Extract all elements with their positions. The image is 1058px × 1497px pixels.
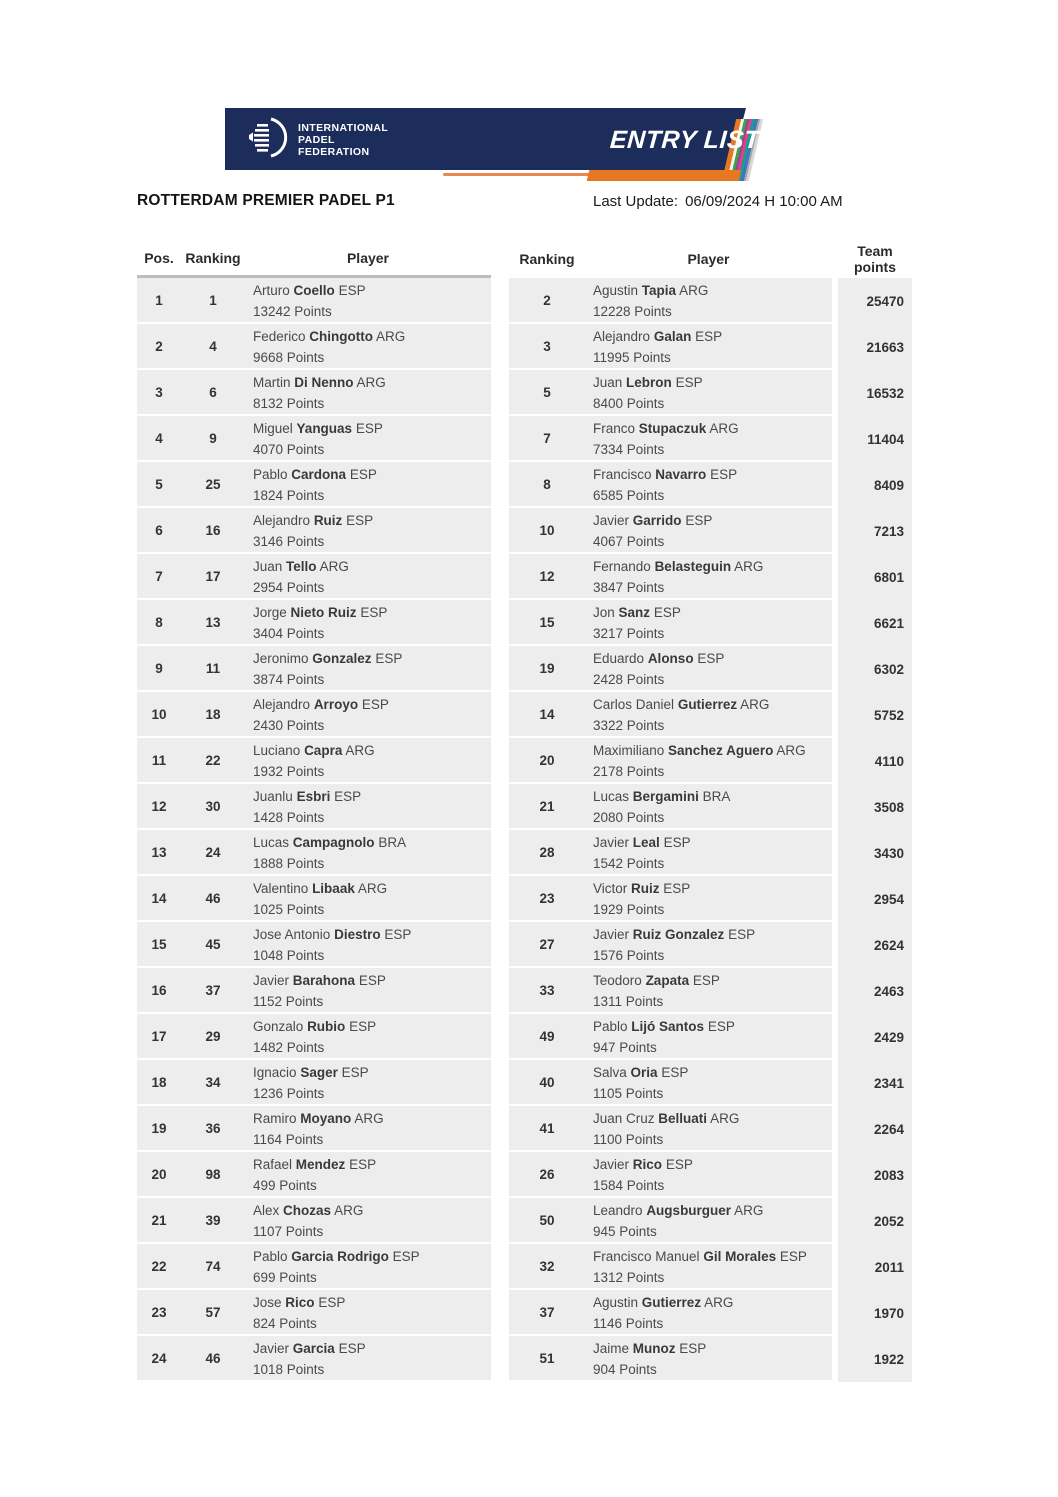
pos-cell: 12 xyxy=(137,784,181,830)
banner-orange-bar xyxy=(587,170,742,181)
pos-cell: 15 xyxy=(137,922,181,968)
team-points-header-line1: Team xyxy=(857,243,893,259)
ranking-left-cell: 11 xyxy=(181,646,245,692)
player-right-cell: Fernando Belasteguin ARG 3847 Points xyxy=(585,554,832,600)
column-gutter xyxy=(491,968,509,1014)
column-header-ranking-left: Ranking xyxy=(181,240,245,278)
team-points-cell: 6621 xyxy=(838,600,912,646)
team-points-cell: 3508 xyxy=(838,784,912,830)
banner-orange-line xyxy=(443,173,591,176)
player-left-cell: Valentino Libaak ARG 1025 Points xyxy=(245,876,491,922)
ranking-right-cell: 3 xyxy=(509,324,585,370)
last-update xyxy=(593,193,843,210)
player-left-cell: Jeronimo Gonzalez ESP 3874 Points xyxy=(245,646,491,692)
team-points-cell: 7213 xyxy=(838,508,912,554)
player-right-cell: Alejandro Galan ESP 11995 Points xyxy=(585,324,832,370)
ranking-left-cell: 34 xyxy=(181,1060,245,1106)
column-header-player-right: Player xyxy=(585,240,832,278)
team-points-cell: 2052 xyxy=(838,1198,912,1244)
player-left-cell: Luciano Capra ARG 1932 Points xyxy=(245,738,491,784)
pos-cell: 20 xyxy=(137,1152,181,1198)
ranking-left-cell: 30 xyxy=(181,784,245,830)
column-gutter xyxy=(491,876,509,922)
column-gutter xyxy=(491,830,509,876)
last-update-label: Last Update: xyxy=(593,193,679,210)
team-points-cell: 1970 xyxy=(838,1290,912,1336)
pos-cell: 16 xyxy=(137,968,181,1014)
ranking-right-cell: 41 xyxy=(509,1106,585,1152)
column-gutter xyxy=(491,738,509,784)
column-gutter xyxy=(491,646,509,692)
pos-cell: 8 xyxy=(137,600,181,646)
ranking-right-cell: 15 xyxy=(509,600,585,646)
team-points-cell: 2341 xyxy=(838,1060,912,1106)
column-gutter xyxy=(491,240,509,278)
pos-cell: 1 xyxy=(137,278,181,324)
pos-cell: 21 xyxy=(137,1198,181,1244)
ipf-logo-icon xyxy=(246,115,290,164)
team-points-cell: 1922 xyxy=(838,1336,912,1382)
ranking-right-cell: 40 xyxy=(509,1060,585,1106)
column-gutter xyxy=(491,1106,509,1152)
pos-cell: 2 xyxy=(137,324,181,370)
player-right-cell: Francisco Manuel Gil Morales ESP 1312 Points xyxy=(585,1244,832,1290)
pos-cell: 13 xyxy=(137,830,181,876)
pos-cell: 23 xyxy=(137,1290,181,1336)
ranking-right-cell: 8 xyxy=(509,462,585,508)
column-gutter xyxy=(491,370,509,416)
player-right-cell: Salva Oria ESP 1105 Points xyxy=(585,1060,832,1106)
ranking-left-cell: 46 xyxy=(181,1336,245,1382)
column-gutter xyxy=(491,1198,509,1244)
ranking-right-cell: 37 xyxy=(509,1290,585,1336)
ranking-left-cell: 46 xyxy=(181,876,245,922)
team-points-cell: 5752 xyxy=(838,692,912,738)
ranking-right-cell: 12 xyxy=(509,554,585,600)
player-right-cell: Victor Ruiz ESP 1929 Points xyxy=(585,876,832,922)
team-points-cell: 6801 xyxy=(838,554,912,600)
ranking-right-cell: 19 xyxy=(509,646,585,692)
ranking-right-cell: 23 xyxy=(509,876,585,922)
column-gutter xyxy=(491,600,509,646)
ranking-right-cell: 10 xyxy=(509,508,585,554)
ranking-left-cell: 45 xyxy=(181,922,245,968)
ranking-left-cell: 24 xyxy=(181,830,245,876)
player-left-cell: Alejandro Ruiz ESP 3146 Points xyxy=(245,508,491,554)
team-points-cell: 2429 xyxy=(838,1014,912,1060)
column-gutter xyxy=(491,692,509,738)
column-gutter xyxy=(491,554,509,600)
player-right-cell: Leandro Augsburguer ARG 945 Points xyxy=(585,1198,832,1244)
ranking-right-cell: 7 xyxy=(509,416,585,462)
player-right-cell: Javier Ruiz Gonzalez ESP 1576 Points xyxy=(585,922,832,968)
ipf-logo-text-line2: PADEL xyxy=(298,133,335,146)
player-right-cell: Agustin Tapia ARG 12228 Points xyxy=(585,278,832,324)
ranking-right-cell: 28 xyxy=(509,830,585,876)
pos-cell: 10 xyxy=(137,692,181,738)
column-header-team-points xyxy=(838,240,912,278)
column-header-player-left: Player xyxy=(245,240,491,278)
player-left-cell: Ramiro Moyano ARG 1164 Points xyxy=(245,1106,491,1152)
player-left-cell: Jorge Nieto Ruiz ESP 3404 Points xyxy=(245,600,491,646)
player-left-cell: Ignacio Sager ESP 1236 Points xyxy=(245,1060,491,1106)
team-points-cell: 16532 xyxy=(838,370,912,416)
ranking-right-cell: 49 xyxy=(509,1014,585,1060)
player-right-cell: Maximiliano Sanchez Aguero ARG 2178 Points xyxy=(585,738,832,784)
column-header-pos: Pos. xyxy=(137,240,181,278)
player-left-cell: Javier Garcia ESP 1018 Points xyxy=(245,1336,491,1382)
player-left-cell: Gonzalo Rubio ESP 1482 Points xyxy=(245,1014,491,1060)
ranking-left-cell: 36 xyxy=(181,1106,245,1152)
pos-cell: 24 xyxy=(137,1336,181,1382)
ipf-logo-text-line3: FEDERATION xyxy=(298,145,370,158)
pos-cell: 3 xyxy=(137,370,181,416)
player-right-cell: Eduardo Alonso ESP 2428 Points xyxy=(585,646,832,692)
player-left-cell: Juanlu Esbri ESP 1428 Points xyxy=(245,784,491,830)
player-right-cell: Carlos Daniel Gutierrez ARG 3322 Points xyxy=(585,692,832,738)
pos-cell: 14 xyxy=(137,876,181,922)
column-header-ranking-right: Ranking xyxy=(509,240,585,278)
team-points-cell: 2264 xyxy=(838,1106,912,1152)
ranking-left-cell: 17 xyxy=(181,554,245,600)
ranking-left-cell: 25 xyxy=(181,462,245,508)
ranking-right-cell: 5 xyxy=(509,370,585,416)
player-right-cell: Jon Sanz ESP 3217 Points xyxy=(585,600,832,646)
player-left-cell: Federico Chingotto ARG 9668 Points xyxy=(245,324,491,370)
ranking-right-cell: 27 xyxy=(509,922,585,968)
player-left-cell: Rafael Mendez ESP 499 Points xyxy=(245,1152,491,1198)
column-gutter xyxy=(491,1014,509,1060)
player-left-cell: Alex Chozas ARG 1107 Points xyxy=(245,1198,491,1244)
pos-cell: 11 xyxy=(137,738,181,784)
pos-cell: 6 xyxy=(137,508,181,554)
column-gutter xyxy=(491,1152,509,1198)
team-points-cell: 3430 xyxy=(838,830,912,876)
column-gutter xyxy=(491,462,509,508)
team-points-cell: 6302 xyxy=(838,646,912,692)
column-gutter xyxy=(491,508,509,554)
column-gutter xyxy=(491,324,509,370)
player-right-cell: Teodoro Zapata ESP 1311 Points xyxy=(585,968,832,1014)
ranking-right-cell: 33 xyxy=(509,968,585,1014)
ranking-left-cell: 16 xyxy=(181,508,245,554)
player-right-cell: Agustin Gutierrez ARG 1146 Points xyxy=(585,1290,832,1336)
team-points-cell: 11404 xyxy=(838,416,912,462)
player-left-cell: Arturo Coello ESP 13242 Points xyxy=(245,278,491,324)
team-points-cell: 2463 xyxy=(838,968,912,1014)
player-left-cell: Lucas Campagnolo BRA 1888 Points xyxy=(245,830,491,876)
player-right-cell: Jaime Munoz ESP 904 Points xyxy=(585,1336,832,1382)
column-gutter xyxy=(491,1290,509,1336)
ranking-right-cell: 51 xyxy=(509,1336,585,1382)
ranking-left-cell: 18 xyxy=(181,692,245,738)
column-gutter xyxy=(491,1244,509,1290)
column-gutter xyxy=(491,1336,509,1382)
ipf-logo-text-line1: INTERNATIONAL xyxy=(298,121,389,134)
last-update-value: 06/09/2024 H 10:00 AM xyxy=(685,193,843,210)
ranking-left-cell: 57 xyxy=(181,1290,245,1336)
player-right-cell: Lucas Bergamini BRA 2080 Points xyxy=(585,784,832,830)
pos-cell: 22 xyxy=(137,1244,181,1290)
pos-cell: 9 xyxy=(137,646,181,692)
team-points-cell: 8409 xyxy=(838,462,912,508)
player-right-cell: Javier Garrido ESP 4067 Points xyxy=(585,508,832,554)
ranking-right-cell: 26 xyxy=(509,1152,585,1198)
player-left-cell: Jose Antonio Diestro ESP 1048 Points xyxy=(245,922,491,968)
player-left-cell: Juan Tello ARG 2954 Points xyxy=(245,554,491,600)
pos-cell: 4 xyxy=(137,416,181,462)
ranking-left-cell: 6 xyxy=(181,370,245,416)
ipf-logo xyxy=(246,115,388,164)
ranking-left-cell: 39 xyxy=(181,1198,245,1244)
player-right-cell: Francisco Navarro ESP 6585 Points xyxy=(585,462,832,508)
pos-cell: 7 xyxy=(137,554,181,600)
team-points-cell: 21663 xyxy=(838,324,912,370)
pos-cell: 18 xyxy=(137,1060,181,1106)
pos-cell: 19 xyxy=(137,1106,181,1152)
ranking-left-cell: 98 xyxy=(181,1152,245,1198)
player-right-cell: Juan Lebron ESP 8400 Points xyxy=(585,370,832,416)
pos-cell: 5 xyxy=(137,462,181,508)
column-gutter xyxy=(491,278,509,324)
team-points-cell: 2011 xyxy=(838,1244,912,1290)
column-gutter xyxy=(491,922,509,968)
ranking-left-cell: 4 xyxy=(181,324,245,370)
ipf-logo-text xyxy=(298,122,388,158)
player-left-cell: Martin Di Nenno ARG 8132 Points xyxy=(245,370,491,416)
ranking-left-cell: 22 xyxy=(181,738,245,784)
tournament-title: ROTTERDAM PREMIER PADEL P1 xyxy=(137,192,395,209)
ranking-right-cell: 32 xyxy=(509,1244,585,1290)
column-gutter xyxy=(491,1060,509,1106)
ranking-right-cell: 2 xyxy=(509,278,585,324)
team-points-cell: 25470 xyxy=(838,278,912,324)
player-right-cell: Javier Rico ESP 1584 Points xyxy=(585,1152,832,1198)
ranking-left-cell: 9 xyxy=(181,416,245,462)
ranking-right-cell: 20 xyxy=(509,738,585,784)
ranking-right-cell: 14 xyxy=(509,692,585,738)
team-points-cell: 2083 xyxy=(838,1152,912,1198)
team-points-header-line2: points xyxy=(854,259,896,275)
ranking-right-cell: 50 xyxy=(509,1198,585,1244)
ranking-left-cell: 37 xyxy=(181,968,245,1014)
player-right-cell: Javier Leal ESP 1542 Points xyxy=(585,830,832,876)
ranking-right-cell: 21 xyxy=(509,784,585,830)
column-gutter xyxy=(491,784,509,830)
ranking-left-cell: 1 xyxy=(181,278,245,324)
player-left-cell: Pablo Cardona ESP 1824 Points xyxy=(245,462,491,508)
player-left-cell: Javier Barahona ESP 1152 Points xyxy=(245,968,491,1014)
player-left-cell: Miguel Yanguas ESP 4070 Points xyxy=(245,416,491,462)
player-left-cell: Jose Rico ESP 824 Points xyxy=(245,1290,491,1336)
ranking-left-cell: 29 xyxy=(181,1014,245,1060)
column-gutter xyxy=(491,416,509,462)
player-right-cell: Franco Stupaczuk ARG 7334 Points xyxy=(585,416,832,462)
entry-list-banner-label: ENTRY LIST xyxy=(609,126,761,154)
entry-list-table xyxy=(137,240,912,1382)
team-points-cell: 2624 xyxy=(838,922,912,968)
pos-cell: 17 xyxy=(137,1014,181,1060)
player-left-cell: Pablo Garcia Rodrigo ESP 699 Points xyxy=(245,1244,491,1290)
player-right-cell: Juan Cruz Belluati ARG 1100 Points xyxy=(585,1106,832,1152)
team-points-cell: 2954 xyxy=(838,876,912,922)
ranking-left-cell: 74 xyxy=(181,1244,245,1290)
ranking-left-cell: 13 xyxy=(181,600,245,646)
player-left-cell: Alejandro Arroyo ESP 2430 Points xyxy=(245,692,491,738)
player-right-cell: Pablo Lijó Santos ESP 947 Points xyxy=(585,1014,832,1060)
team-points-cell: 4110 xyxy=(838,738,912,784)
